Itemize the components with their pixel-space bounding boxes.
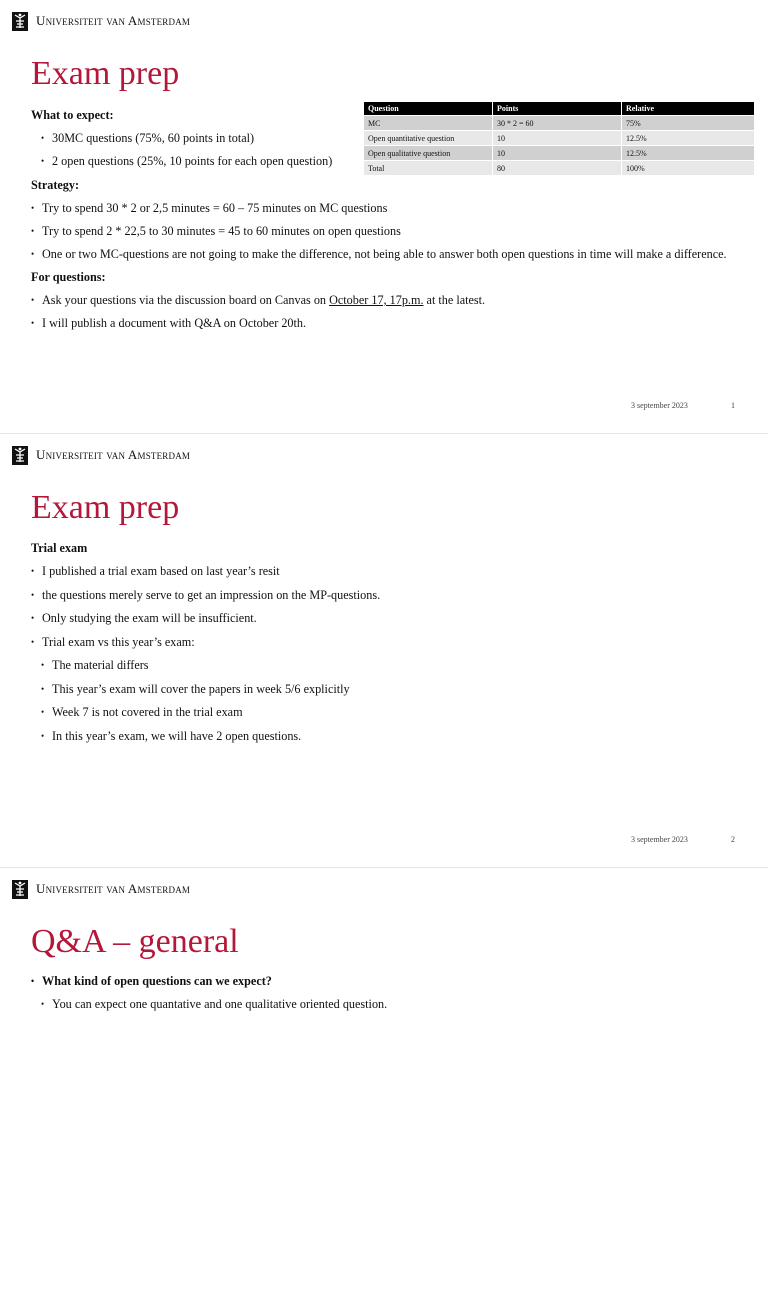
list-item: • Trial exam vs this year’s exam: — [31, 634, 195, 649]
table-header-row — [364, 102, 755, 116]
slide-title: Exam prep — [31, 489, 180, 526]
table-row — [364, 161, 755, 176]
list-item: • One or two MC-questions are not going to make the difference, not being able to answer both open questions in time will make a difference. — [31, 247, 727, 261]
table-cell: 12.5% — [622, 146, 755, 161]
what-to-expect-heading: What to expect: — [31, 108, 114, 122]
list-item: • 2 open questions (25%, 10 points for each open question) — [41, 154, 333, 168]
uva-logo-icon — [12, 880, 28, 899]
university-name: Universiteit van Amsterdam — [36, 447, 191, 462]
slide-header — [12, 445, 190, 465]
trial-exam-block — [31, 541, 738, 743]
university-name: Universiteit van Amsterdam — [36, 881, 191, 896]
deadline-link[interactable]: October 17, 17p.m. — [329, 293, 424, 307]
table-header-cell: Relative — [622, 102, 755, 116]
table-row — [364, 116, 755, 131]
footer-date: 3 september 2023 — [631, 835, 688, 844]
table-cell: 80 — [493, 161, 622, 176]
table-cell: 10 — [493, 131, 622, 146]
trial-exam-heading: Trial exam — [31, 541, 88, 555]
table-cell: Open quantitative question — [364, 131, 493, 146]
sub-list-item: • This year’s exam will cover the papers in week 5/6 explicitly — [41, 681, 350, 696]
list-item: • I will publish a document with Q&A on October 20th. — [31, 316, 307, 330]
table-cell: 10 — [493, 146, 622, 161]
table-cell: MC — [364, 116, 493, 131]
answer-item: • You can expect one quantative and one qualitative oriented question. — [41, 997, 388, 1011]
sub-list-item: • Week 7 is not covered in the trial exam — [41, 705, 243, 719]
table-row — [364, 146, 755, 161]
uva-logo-icon — [12, 12, 28, 31]
table-cell: Total — [364, 161, 493, 176]
page-number: 1 — [731, 401, 735, 410]
slide-3 — [0, 868, 768, 1300]
slide-2 — [0, 434, 768, 866]
sub-list-item: • The material differs — [41, 658, 149, 672]
slide-header — [12, 11, 190, 31]
uva-logo-icon — [12, 446, 28, 465]
table-cell: 12.5% — [622, 131, 755, 146]
table-cell: 30 * 2 = 60 — [493, 116, 622, 131]
university-name: Universiteit van Amsterdam — [36, 13, 191, 28]
slide-title: Q&A – general — [31, 923, 239, 960]
list-item: • I published a trial exam based on last year’s resit — [31, 564, 280, 578]
table-header-cell: Points — [493, 102, 622, 116]
sub-list-item: • In this year’s exam, we will have 2 open questions. — [41, 728, 302, 743]
expect-block — [31, 108, 348, 168]
list-item: • 30MC questions (75%, 60 points in total) — [41, 131, 255, 145]
strategy-heading: Strategy: — [31, 178, 80, 192]
table-cell: 100% — [622, 161, 755, 176]
table-row — [364, 131, 755, 146]
list-item: • Try to spend 30 * 2 or 2,5 minutes = 60 – 75 minutes on MC questions — [31, 201, 388, 215]
points-table — [363, 101, 755, 176]
table-cell: 75% — [622, 116, 755, 131]
slide-1 — [0, 0, 768, 432]
table-header-cell: Question — [364, 102, 493, 116]
slide-header — [12, 879, 190, 899]
strategy-block — [31, 178, 738, 330]
page-number: 2 — [731, 835, 735, 844]
question-item: • What kind of open questions can we expect? — [31, 974, 272, 988]
list-item: • Ask your questions via the discussion board on Canvas on October 17, 17p.m. at the latest. — [31, 293, 486, 307]
for-questions-heading: For questions: — [31, 270, 106, 284]
list-item: • Only studying the exam will be insufficient. — [31, 611, 257, 625]
list-item: • the questions merely serve to get an impression on the MP-questions. — [31, 587, 381, 602]
table-cell: Open qualitative question — [364, 146, 493, 161]
footer-date: 3 september 2023 — [631, 401, 688, 410]
slide-title: Exam prep — [31, 55, 180, 92]
list-item: • Try to spend 2 * 22,5 to 30 minutes = 45 to 60 minutes on open questions — [31, 224, 401, 238]
qa-block — [31, 974, 738, 1011]
